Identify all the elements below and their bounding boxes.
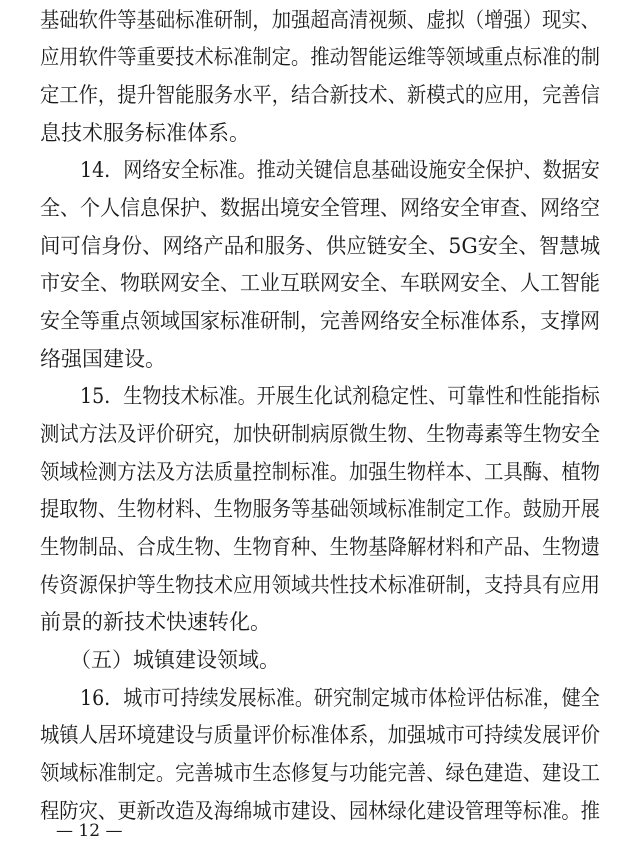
text-line: [0, 190, 625, 227]
text-line: [0, 491, 625, 528]
text-line: [0, 265, 625, 302]
heading-14: 14．网络安全标准。推动关键信息基础设施安全保护、数据安: [80, 158, 600, 182]
text-line: [0, 642, 625, 679]
text-line: [0, 416, 625, 453]
text-line: [0, 152, 625, 189]
text-line-content: 前景的新技术快速转化。: [40, 610, 271, 634]
text-line: [0, 680, 625, 717]
text-line: [0, 39, 625, 76]
text-line: [0, 2, 625, 39]
text-line-content: 基础软件等基础标准研制，加强超高清视频、虚拟（增强）现实、: [40, 8, 600, 32]
text-line-content: 间可信身份、网络产品和服务、供应链安全、5G安全、智慧城: [40, 234, 601, 258]
text-line-content: 络强国建设。: [40, 347, 166, 371]
text-line-content: 息技术服务标准体系。: [40, 121, 250, 145]
text-line-content: 城镇人居环境建设与质量评价标准体系，加强城市可持续发展评价: [40, 723, 600, 747]
text-line-content: 测试方法及评价研究，加快研制病原微生物、生物毒素等生物安全: [40, 422, 600, 446]
text-line-content: 安全等重点领域国家标准研制，完善网络安全标准体系，支撑网: [40, 309, 600, 333]
text-line-content: 领域检测方法及方法质量控制标准。加强生物样本、工具酶、植物: [40, 460, 600, 484]
text-line-content: 生物制品、合成生物、生物育种、生物基降解材料和产品、生物遗: [40, 535, 600, 559]
text-line-content: 市安全、物联网安全、工业互联网安全、车联网安全、人工智能: [40, 271, 600, 295]
text-line: [0, 77, 625, 114]
page-number: — 12 —: [56, 821, 123, 841]
text-line-content: 领域标准制定。完善城市生态修复与功能完善、绿色建造、建设工: [40, 761, 600, 785]
heading-16: 16．城市可持续发展标准。研究制定城市体检评估标准，健全: [80, 686, 600, 710]
text-line-content: 定工作，提升智能服务水平，结合新技术、新模式的应用，完善信: [40, 83, 600, 107]
text-line: [0, 604, 625, 641]
text-line: [0, 115, 625, 152]
text-line-content: 全、个人信息保护、数据出境安全管理、网络安全审查、网络空: [40, 196, 600, 220]
text-line: [0, 228, 625, 265]
text-line: [0, 378, 625, 415]
text-line-content: 传资源保护等生物技术应用领域共性技术标准研制，支持具有应用: [40, 573, 600, 597]
text-line: [0, 454, 625, 491]
text-line-content: 提取物、生物材料、生物服务等基础领域标准制定工作。鼓励开展: [40, 497, 600, 521]
text-line: [0, 755, 625, 792]
text-line: [0, 529, 625, 566]
text-line: [0, 717, 625, 754]
text-line: [0, 303, 625, 340]
text-line-content: 应用软件等重要技术标准制定。推动智能运维等领域重点标准的制: [40, 45, 600, 69]
page-footer: [0, 817, 625, 845]
heading-15: 15．生物技术标准。开展生化试剂稳定性、可靠性和性能指标: [80, 384, 600, 408]
text-line-content: 程防灾、更新改造及海绵城市建设、园林绿化建设管理等标准。推: [40, 799, 600, 823]
text-line: [0, 567, 625, 604]
section-heading-5: （五）城镇建设领域。: [70, 648, 280, 672]
text-line: [0, 341, 625, 378]
